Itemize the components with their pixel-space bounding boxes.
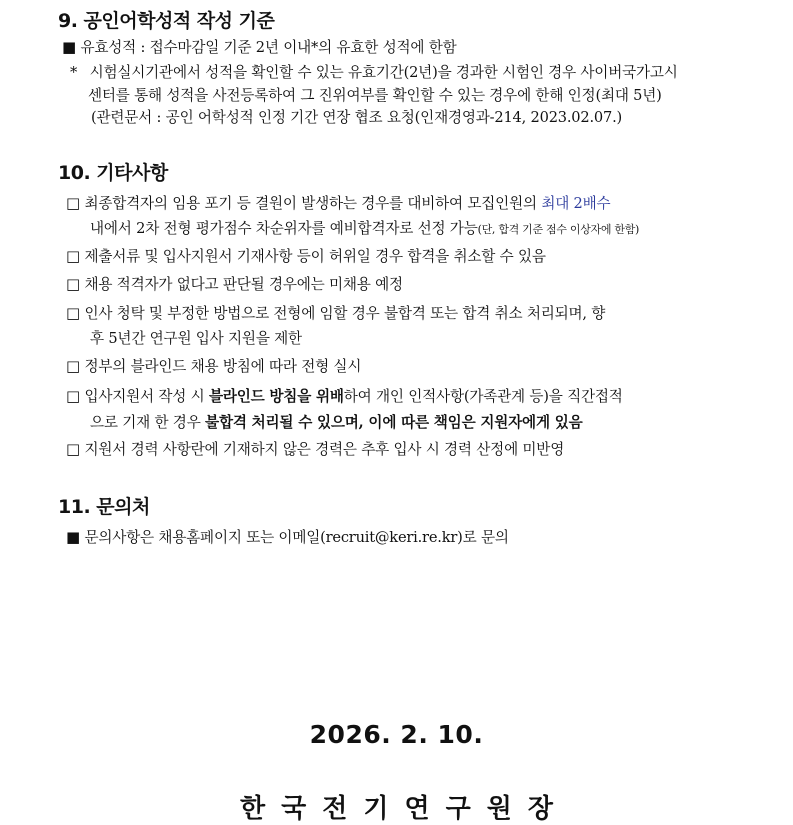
section-10-item-4-cont: 후 5년간 연구원 입사 지원을 제한: [90, 330, 302, 347]
section-10-item-2: [66, 245, 546, 266]
announcement-date: 2026. 2. 10.: [309, 720, 484, 749]
checkbox-square-icon: □: [66, 357, 80, 375]
item-6-bold-2: 불합격 처리될 수 있으며, 이에 따른 책임은 지원자에게 있음: [205, 414, 583, 431]
checkbox-square-icon: □: [66, 194, 80, 212]
section-10-item-6: [66, 385, 623, 406]
section-11-title: 11. 문의처: [58, 496, 150, 518]
item-1-text: 최종합격자의 임용 포기 등 결원이 발생하는 경우를 대비하여 모집인원의: [84, 195, 542, 212]
checkbox-square-icon: □: [66, 275, 80, 293]
section-9-item: [62, 36, 457, 57]
organization-name: 한국전기연구원장: [240, 794, 569, 824]
section-9-title: 9. 공인어학성적 작성 기준: [58, 10, 275, 32]
square-bullet-icon: ■: [66, 528, 80, 546]
section-10-title: 10. 기타사항: [58, 162, 168, 184]
section-10-item-1: [66, 192, 610, 213]
item-7-text: 지원서 경력 사항란에 기재하지 않은 경력은 추후 입사 시 경력 산정에 미반영: [84, 441, 565, 458]
asterisk-mark: *: [70, 64, 78, 81]
note-text-1: 시험실시기관에서 성적을 확인할 수 있는 유효기간(2년)을 경과한 시험인 경우 사이버국가고시: [89, 64, 678, 81]
item-3-text: 채용 적격자가 없다고 판단될 경우에는 미채용 예정: [84, 276, 403, 293]
checkbox-square-icon: □: [66, 304, 80, 322]
section-10-item-1-cont: [90, 217, 639, 238]
valid-score-text: 유효성적 : 접수마감일 기준 2년 이내*의 유효한 성적에 한함: [80, 39, 457, 56]
item-6-text: 입사지원서 작성 시: [84, 388, 209, 405]
checkbox-square-icon: □: [66, 440, 80, 458]
item-6-bold-1: 블라인드 방침을 위배: [208, 388, 344, 405]
contact-text: 문의사항은 채용홈페이지 또는 이메일(recruit@keri.re.kr)로 문의: [84, 529, 509, 546]
square-bullet-icon: ■: [62, 38, 76, 56]
item-4-text: 인사 청탁 및 부정한 방법으로 전형에 임할 경우 불합격 또는 합격 취소 처리되며, 향: [84, 305, 606, 322]
section-9-note-line-1: [70, 61, 678, 82]
section-9-note-line-3: (관련문서 : 공인 어학성적 인정 기간 연장 협조 요청(인재경영과-214, 2023.02.07.): [91, 109, 623, 126]
section-9-note-line-2: 센터를 통해 성적을 사전등록하여 그 진위여부를 확인할 수 있는 경우에 한해 인정(최대 5년): [88, 87, 662, 104]
item-6-text-2: 하여 개인 인적사항(가족관계 등)을 직간접적: [343, 388, 623, 405]
item-5-text: 정부의 블라인드 채용 방침에 따라 전형 실시: [84, 358, 362, 375]
checkbox-square-icon: □: [66, 247, 80, 265]
item-1-condition: (단, 합격 기준 점수 이상자에 한함): [477, 223, 640, 236]
item-1-text-cont: 내에서 2차 전형 평가점수 차순위자를 예비합격자로 선정 가능: [90, 220, 478, 237]
section-10-item-7: [66, 438, 564, 459]
item-6-text-3: 으로 기재 한 경우: [90, 414, 206, 431]
section-11-item: [66, 526, 509, 547]
item-1-highlight: 최대 2배수: [541, 195, 611, 212]
checkbox-square-icon: □: [66, 387, 80, 405]
section-10-item-3: [66, 273, 403, 294]
section-10-item-4: [66, 302, 605, 323]
item-2-text: 제출서류 및 입사지원서 기재사항 등이 허위일 경우 합격을 취소할 수 있음: [84, 248, 546, 265]
section-10-item-6-cont: [90, 411, 583, 432]
section-10-item-5: [66, 355, 361, 376]
